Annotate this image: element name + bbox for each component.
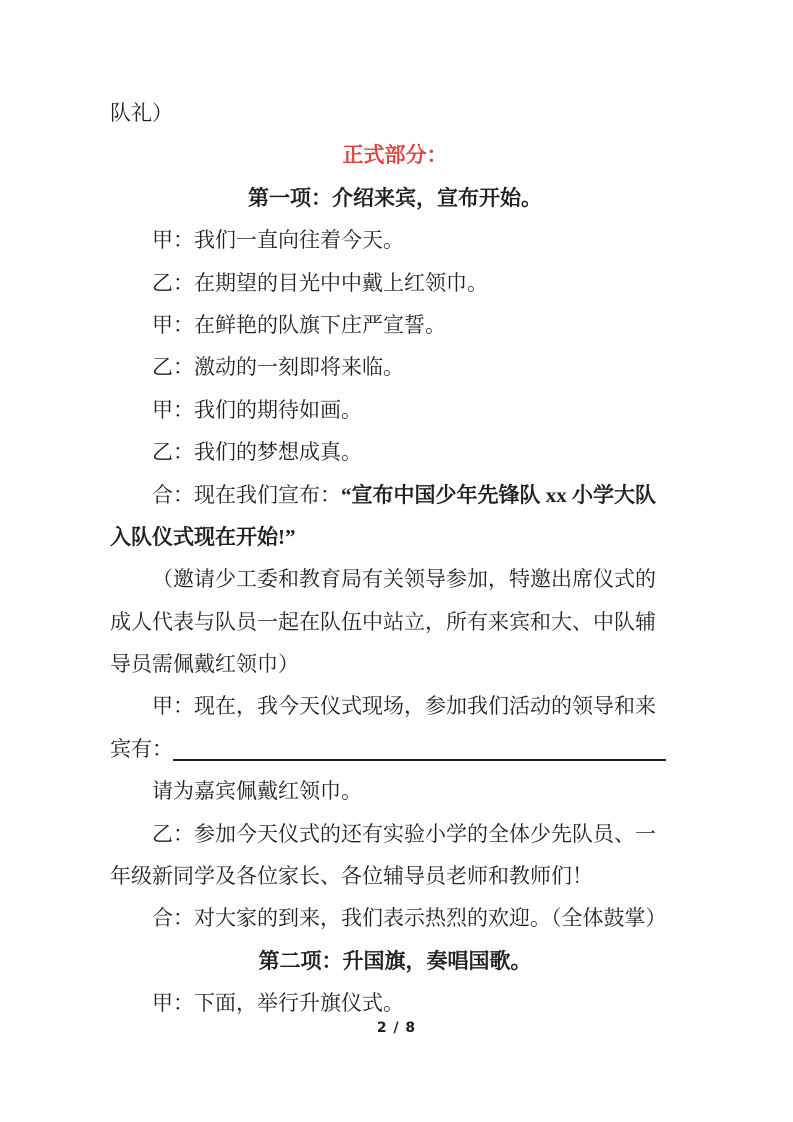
text-segment: 成人代表与队员一起在队伍中站立，所有来宾和大、中队辅	[110, 609, 656, 634]
text-segment: 甲：我们的期待如画。	[152, 397, 362, 422]
document-line	[110, 940, 680, 982]
document-line	[110, 262, 680, 304]
document-line	[110, 389, 680, 431]
text-segment: 第二项：升国旗，奏唱国歌。	[258, 948, 532, 973]
text-segment: 乙：在期望的目光中中戴上红领巾。	[152, 270, 488, 295]
text-segment: 合：现在我们宣布：	[152, 482, 341, 507]
document-line	[110, 431, 680, 473]
document-line	[110, 982, 680, 1024]
text-segment: 甲：我们一直向往着今天。	[152, 228, 404, 253]
document-line	[110, 346, 680, 388]
document-line	[110, 728, 680, 770]
document-line	[110, 685, 680, 727]
text-segment: 乙：参加今天仪式的还有实验小学的全体少先队员、一	[152, 821, 656, 846]
text-segment: 正式部分：	[342, 143, 448, 168]
document-line	[110, 134, 680, 176]
text-segment: 甲：下面，举行升旗仪式。	[152, 991, 404, 1016]
document-line	[110, 219, 680, 261]
text-segment: 队礼）	[110, 101, 173, 125]
text-segment: 乙：激动的一刻即将来临。	[152, 355, 404, 380]
text-segment: 第一项：介绍来宾，宣布开始。	[248, 185, 542, 210]
document-line	[110, 770, 680, 812]
text-segment: 请为嘉宾佩戴红领巾。	[152, 779, 362, 804]
text-segment: 合：对大家的到来，我们表示热烈的欢迎。（全体鼓掌）	[152, 906, 667, 931]
document-line	[110, 855, 680, 897]
document-line	[110, 897, 680, 939]
text-segment: “宣布中国少年先锋队 xx 小学大队	[341, 482, 656, 507]
document-line	[110, 92, 680, 134]
text-segment: （邀请少工委和教育局有关领导参加，特邀出席仪式的	[152, 567, 656, 592]
document-line	[110, 177, 680, 219]
document-line	[110, 601, 680, 643]
text-segment: 入队仪式现在开始!”	[110, 524, 296, 549]
document-line	[110, 643, 680, 685]
text-segment: 导员需佩戴红领巾）	[110, 652, 299, 677]
document-line	[110, 516, 680, 558]
text-segment: 甲：现在，我今天仪式现场，参加我们活动的领导和来	[152, 694, 656, 719]
document-line	[110, 813, 680, 855]
fill-in-blank-underline	[173, 759, 666, 761]
document-line	[110, 474, 680, 516]
text-segment: 年级新同学及各位家长、各位辅导员老师和教师们！	[110, 864, 593, 889]
document-line	[110, 558, 680, 600]
document-body	[110, 92, 680, 1025]
document-line	[110, 304, 680, 346]
page-number: 2 / 8	[376, 1020, 417, 1036]
text-segment: 宾有：	[110, 736, 173, 761]
text-segment: 甲：在鲜艳的队旗下庄严宣誓。	[152, 312, 446, 337]
text-segment: 乙：我们的梦想成真。	[152, 440, 362, 465]
